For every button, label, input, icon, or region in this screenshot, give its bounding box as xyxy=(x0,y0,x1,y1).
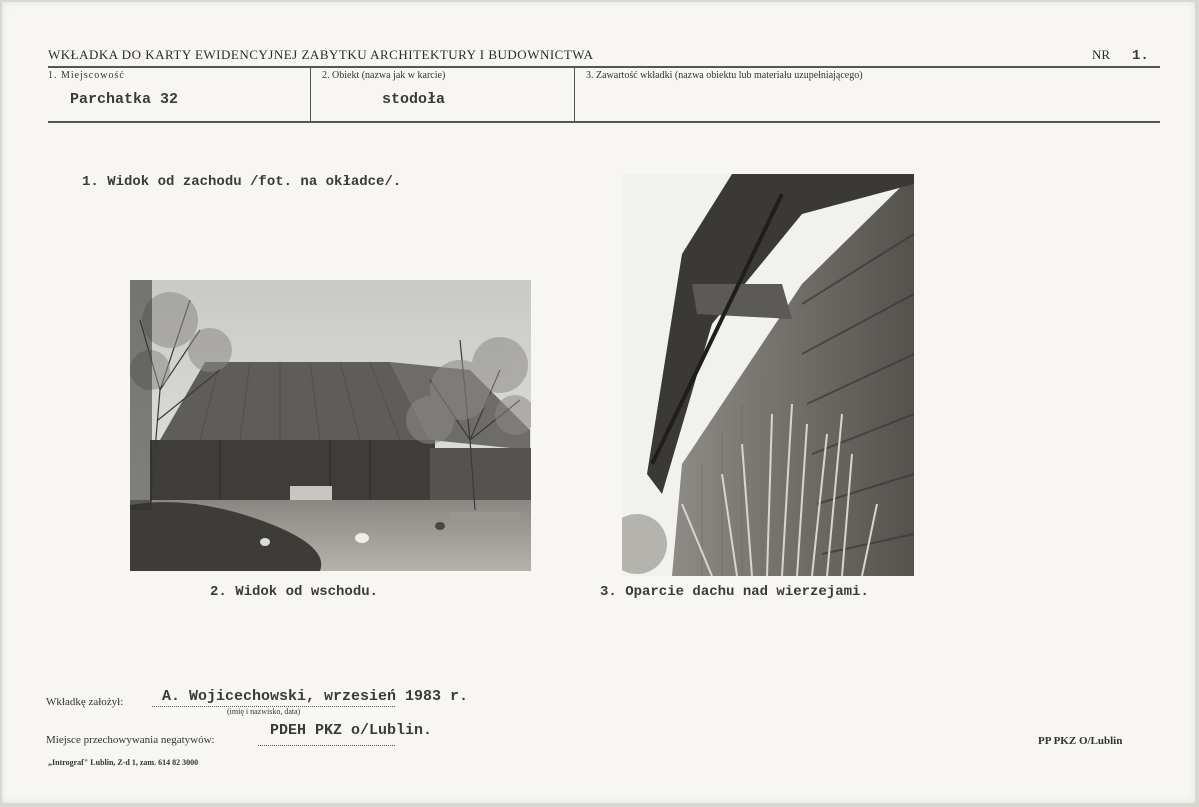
caption-photo-2: 2. Widok od wschodu. xyxy=(210,584,379,600)
field-2-label: 2. Obiekt (nazwa jak w karcie) xyxy=(322,70,446,81)
storage-value: PDEH PKZ o/Lublin. xyxy=(270,722,433,739)
nr-label: NR xyxy=(1092,47,1111,62)
founder-value: A. Wojicechowski, wrzesień 1983 r. xyxy=(162,688,469,705)
photo-roof-support xyxy=(622,174,914,576)
document-sheet xyxy=(2,2,1195,803)
field-divider-2 xyxy=(574,68,575,121)
item-1-text: 1. Widok od zachodu /fot. na okładce/. xyxy=(82,174,402,190)
storage-label: Miejsce przechowywania negatywów: xyxy=(46,734,215,746)
founder-hint: (imię i nazwisko, data) xyxy=(227,707,301,716)
field-1-label: 1. Miejscowość xyxy=(48,70,125,81)
stamp-text: PP PKZ O/Lublin xyxy=(1038,735,1123,747)
field-divider-1 xyxy=(310,68,311,121)
printer-info: „Intrograf" Lublin, Z-d 1, zam. 614 82 3000 xyxy=(48,758,199,767)
header-rule-bottom xyxy=(48,121,1160,123)
photo-barn-east xyxy=(130,280,531,571)
caption-photo-3: 3. Oparcie dachu nad wierzejami. xyxy=(600,584,869,600)
field-3-label: 3. Zawartość wkładki (nazwa obiektu lub materiału uzupełniającego) xyxy=(586,70,863,81)
nr-value: 1. xyxy=(1132,48,1149,64)
founder-label: Wkładkę założył: xyxy=(46,696,124,708)
field-1-value: Parchatka 32 xyxy=(70,91,179,108)
header-title: WKŁADKA DO KARTY EWIDENCYJNEJ ZABYTKU ARCHITEKTURY I BUDOWNICTWA xyxy=(48,47,594,62)
field-2-value: stodoła xyxy=(382,91,446,108)
storage-dotted-line xyxy=(258,745,395,746)
header-rule-top xyxy=(48,66,1160,68)
